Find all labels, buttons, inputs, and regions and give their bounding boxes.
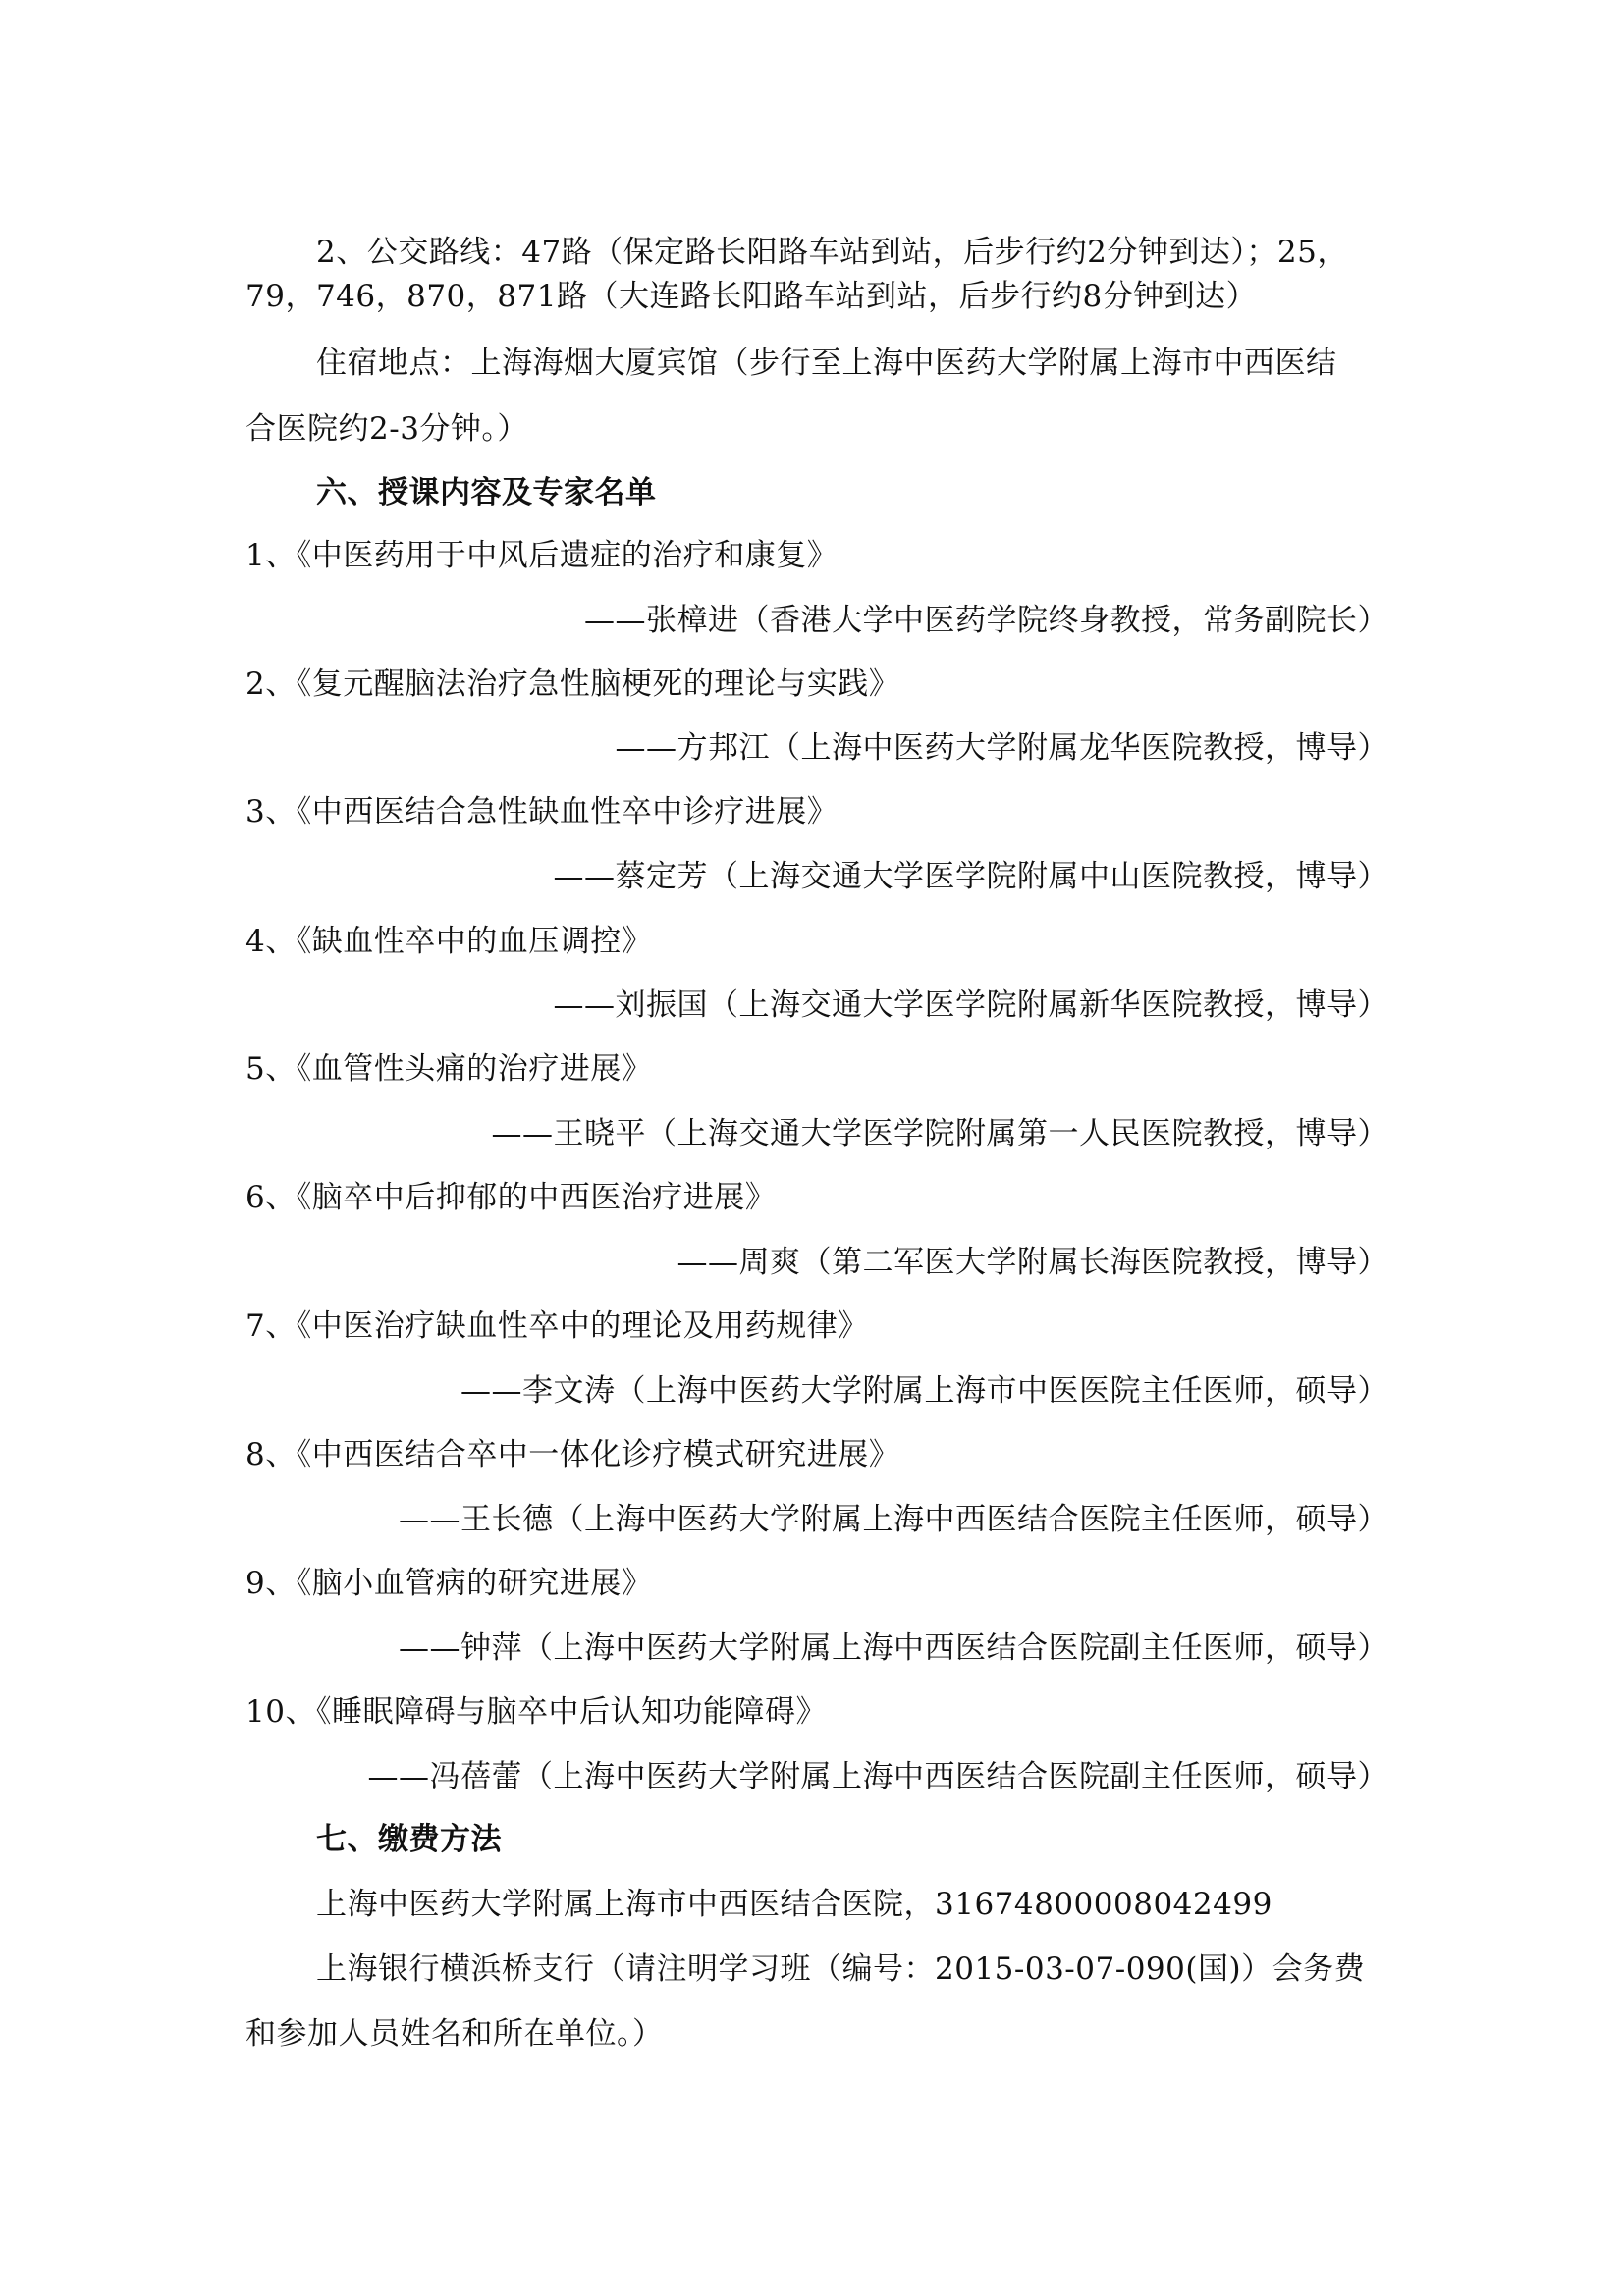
lodging-line-1: 住宿地点：上海海烟大厦宾馆（步行至上海中医药大学附属上海市中西医结 — [316, 346, 1337, 381]
lecture-10-title: 10、《睡眠障碍与脑卒中后认知功能障碍》 — [245, 1694, 827, 1730]
lecture-4-speaker: ——刘振国（上海交通大学医学院附属新华医院教授，博导） — [553, 988, 1388, 1023]
lecture-5-title: 5、《血管性头痛的治疗进展》 — [245, 1051, 653, 1087]
lecture-10-speaker: ——冯蓓蕾（上海中医药大学附属上海中西医结合医院副主任医师，硕导） — [367, 1759, 1388, 1794]
lecture-9-title: 9、《脑小血管病的研究进展》 — [245, 1566, 653, 1601]
lecture-7-title: 7、《中医治疗缺血性卒中的理论及用药规律》 — [245, 1308, 869, 1344]
payment-bank-line-1: 上海银行横浜桥支行（请注明学习班（编号：2015-03-07-090(国)）会务费 — [316, 1951, 1366, 1987]
bus-route-line-1: 2、公交路线：47路（保定路长阳路车站到站，后步行约2分钟到达）；25， — [316, 235, 1348, 270]
lecture-5-speaker: ——王晓平（上海交通大学医学院附属第一人民医院教授，博导） — [491, 1116, 1388, 1151]
lecture-4-title: 4、《缺血性卒中的血压调控》 — [245, 924, 653, 959]
bus-route-line-2: 79，746，870，871路（大连路长阳路车站到站，后步行约8分钟到达） — [245, 279, 1258, 314]
lecture-3-speaker: ——蔡定芳（上海交通大学医学院附属中山医院教授，博导） — [553, 859, 1388, 894]
lecture-6-speaker: ——周爽（第二军医大学附属长海医院教授，博导） — [677, 1245, 1388, 1280]
lecture-2-speaker: ——方邦江（上海中医药大学附属龙华医院教授，博导） — [615, 730, 1388, 766]
payment-account-line: 上海中医药大学附属上海市中西医结合医院，31674800008042499 — [316, 1887, 1272, 1922]
section-6-heading: 六、授课内容及专家名单 — [316, 475, 657, 510]
lecture-8-title: 8、《中西医结合卒中一体化诊疗模式研究进展》 — [245, 1437, 900, 1472]
lecture-6-title: 6、《脑卒中后抑郁的中西医治疗进展》 — [245, 1180, 777, 1215]
lecture-8-speaker: ——王长德（上海中医药大学附属上海中西医结合医院主任医师，硕导） — [399, 1502, 1388, 1537]
lecture-7-speaker: ——李文涛（上海中医药大学附属上海市中医医院主任医师，硕导） — [460, 1373, 1388, 1409]
section-7-heading: 七、缴费方法 — [316, 1822, 502, 1857]
payment-bank-line-2: 和参加人员姓名和所在单位。） — [245, 2016, 664, 2052]
lecture-1-title: 1、《中医药用于中风后遗症的治疗和康复》 — [245, 538, 839, 573]
lecture-9-speaker: ——钟萍（上海中医药大学附属上海中西医结合医院副主任医师，硕导） — [399, 1630, 1388, 1666]
lodging-line-2: 合医院约2-3分钟。） — [245, 411, 528, 447]
lecture-2-title: 2、《复元醒脑法治疗急性脑梗死的理论与实践》 — [245, 667, 900, 702]
lecture-3-title: 3、《中西医结合急性缺血性卒中诊疗进展》 — [245, 794, 839, 829]
lecture-1-speaker: ——张樟进（香港大学中医药学院终身教授，常务副院长） — [584, 603, 1388, 638]
